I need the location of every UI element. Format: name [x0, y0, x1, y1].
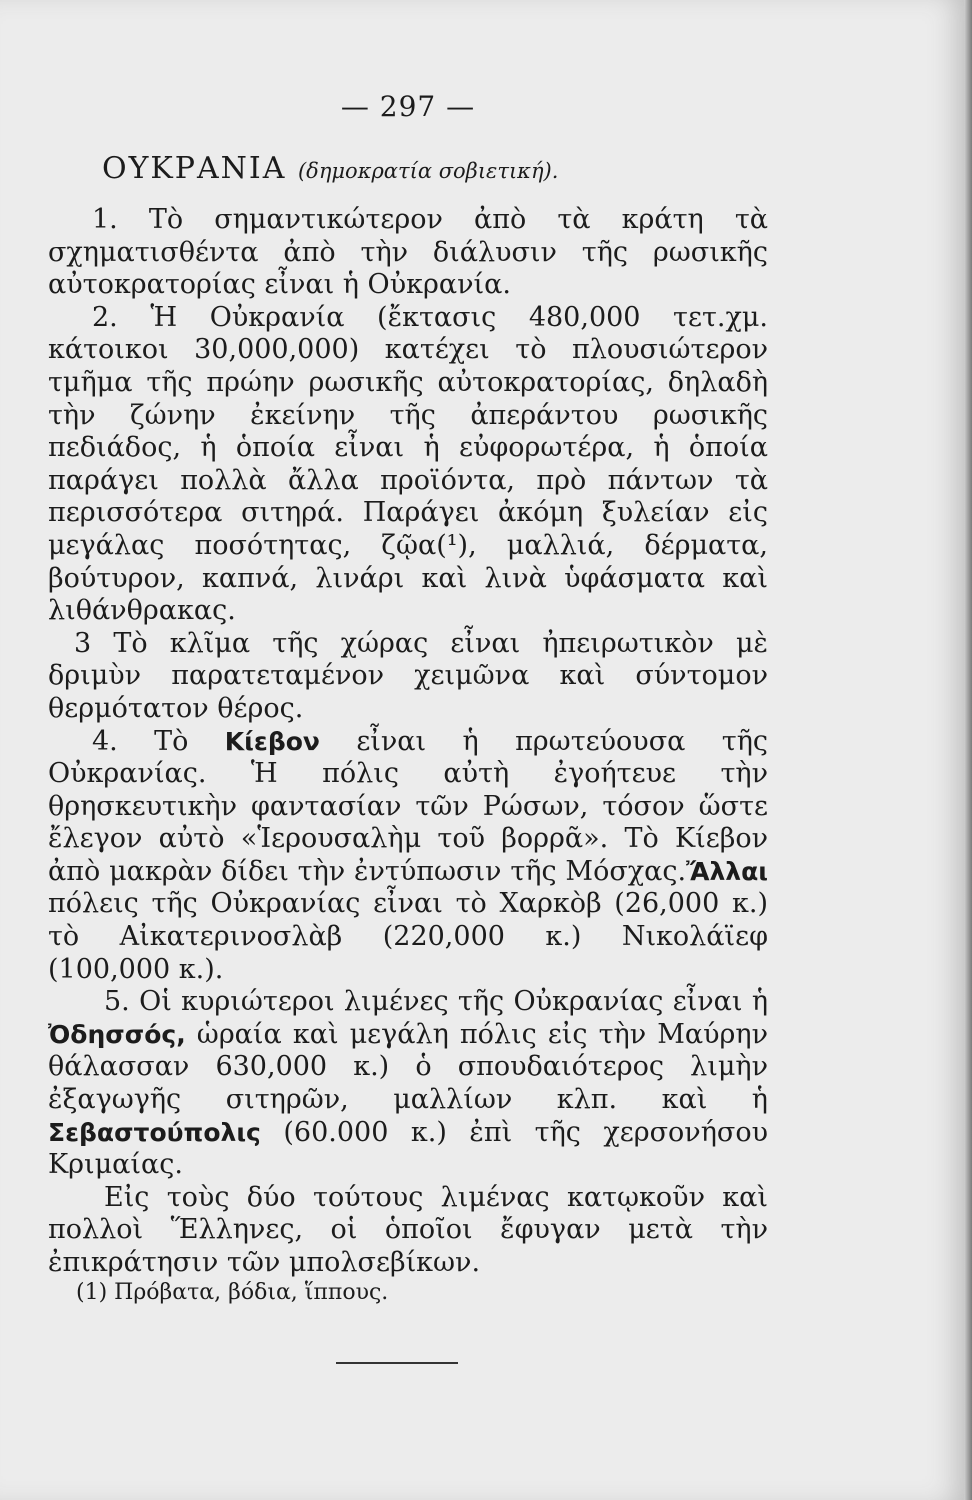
- paragraph-4: [48, 726, 768, 987]
- paragraph-5: [48, 986, 768, 1182]
- paragraph-6: Εἰς τοὺς δύο τούτους λιμένας κατῳκοῦν καὶ πολλοὶ Ἕλληνες, οἱ ὁποῖοι ἔφυγαν μετὰ τὴν ἐπικράτησιν τῶν μπολσεβίκων.: [48, 1181, 768, 1278]
- kiev-bold: Κίεβον: [224, 726, 320, 756]
- page-content: [48, 90, 768, 1280]
- paragraph-1: 1. Τὸ σημαντικώτερον ἀπὸ τὰ κράτη τὰ σχηματισθέντα ἀπὸ τὴν διάλυσιν τῆς ρωσικῆς αὐτοκρατορίας εἶναι ἡ Οὐκρανία.: [48, 204, 768, 301]
- title-subtitle: (δημοκρατία σοβιετική).: [297, 159, 559, 183]
- paragraph-5-end: (60.000 κ.) ἐπὶ τῆς χερσονήσου Κριμαίας.: [48, 1116, 768, 1181]
- sevastopol-bold: Σεβαστούπολις: [48, 1117, 261, 1147]
- bottom-rule: [336, 1362, 458, 1364]
- page-title: [48, 151, 768, 186]
- page-edge-shadow: [964, 0, 972, 1500]
- paragraph-4-start: 4. Τὸ: [92, 725, 225, 757]
- page-number: — 297 —: [340, 90, 476, 123]
- paragraph-4-end: πόλεις τῆς Οὐκρανίας εἶναι τὸ Χαρκὸβ (26,000 κ.) τὸ Αἰκατερινοσλὰβ (220,000 κ.) Νικολάϊεφ (100,000 κ.).: [48, 888, 768, 985]
- paragraph-3: 3 Τὸ κλῖμα τῆς χώρας εἶναι ἠπειρωτικὸν μὲ δριμὺν παρατεταμένον χειμῶνα καὶ σύντομον θερμότατον θέρος.: [48, 627, 768, 724]
- paragraph-4-middle: εἶναι ἡ πρωτεύουσα τῆς Οὐκρανίας. Ἡ πόλις αὐτὴ ἐγοήτευε τὴν θρησκευτικὴν φαντασίαν τῶν Ρώσων, τόσον ὥστε ἔλεγον αὐτὸ «Ἱερουσαλὴμ τοῦ βορρᾶ». Τὸ Κίεβον ἀπὸ μακρὰν δίδει τὴν ἐντύπωσιν τῆς Μόσχας.: [48, 725, 768, 887]
- paragraph-5-start: 5. Οἱ κυριώτεροι λιμένες τῆς Οὐκρανίας εἶναι ἡ: [104, 986, 768, 1018]
- odessa-bold: Ὀδησσός,: [48, 1019, 186, 1049]
- allai-bold: Ἄλλαι: [686, 856, 768, 886]
- title-main: ΟΥΚΡΑΝΙΑ: [102, 151, 287, 186]
- paragraph-2: 2. Ἡ Οὐκρανία (ἔκτασις 480,000 τετ.χμ. κάτοικοι 30,000,000) κατέχει τὸ πλουσιώτερον τμῆμα τῆς πρώην ρωσικῆς αὐτοκρατορίας, δηλαδὴ τὴν ζώνην ἐκείνην τῆς ἀπεράντου ρωσικῆς πεδιάδος, ἡ ὁποία εἶναι ἡ εὐφορωτέρα, ἡ ὁποία παράγει πολλὰ ἄλλα προϊόντα, πρὸ πάντων τὰ περισσότερα σιτηρά. Παράγει ἀκόμη ξυλείαν εἰς μεγάλας ποσότητας, ζῷα(¹), μαλλιά, δέρματα, βούτυρον, καπνά, λινάρι καὶ λινὰ ὑφάσματα καὶ λιθάνθρακας.: [48, 301, 768, 627]
- paragraph-5-middle: ὡραία καὶ μεγάλη πόλις εἰς τὴν Μαύρην θάλασσαν 630,000 κ.) ὁ σπουδαιότερος λιμὴν ἐξαγωγῆς σιτηρῶν, μαλλίων κλπ. καὶ ἡ: [48, 1018, 768, 1116]
- footnote: (1) Πρόβατα, βόδια, ἵππους.: [76, 1280, 389, 1305]
